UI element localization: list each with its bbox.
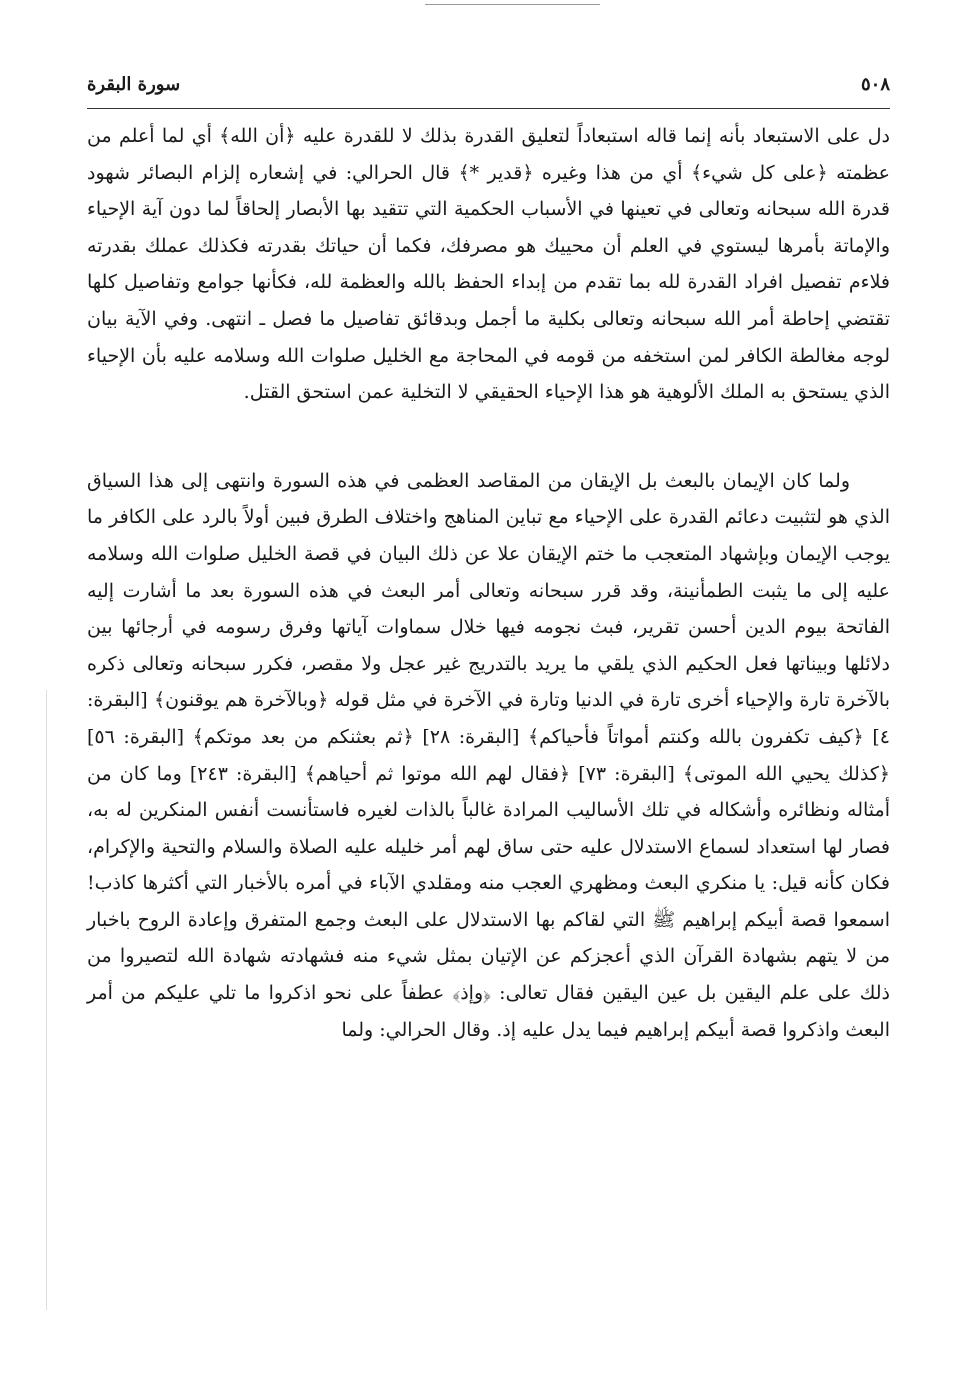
- running-title: سورة البقرة: [87, 74, 181, 95]
- paragraph-2: ولما كان الإيمان بالبعث بل الإيقان من المقاصد العظمى في هذه السورة وانتهى إلى هذا السياق الذي هو لتثبيت دعائم القدرة على الإحياء مع تباين المناهج واختلاف الطرق فبين أولاً بالرد على الكافر ما يوجب الإيمان وبإشهاد المتعجب ما ختم الإيقان علا عن ذلك البيان في قصة الخليل صلوات الله وسلامه عليه إلى ما يثبت الطمأنينة، وقد قرر سبحانه وتعالى أمر البعث في هذه السورة بعد ما أشارت إليه الفاتحة بيوم الدين أحسن تقرير، فبث نجومه فيها خلال سماوات آياتها وفرق رسومه في أرجائها بين دلائلها وبيناتها فعل الحكيم الذي يلقي ما يريد بالتدريج غير عجل ولا مقصر، فكرر سبحانه وتعالى ذكره بالآخرة تارة والإحياء أخرى تارة في الدنيا وتارة في الآخرة في مثل قوله ﴿وبالآخرة هم يوقنون﴾ [البقرة: ٤] ﴿كيف تكفرون بالله وكنتم أمواتاً فأحياكم﴾ [البقرة: ٢٨] ﴿ثم بعثنكم من بعد موتكم﴾ [البقرة: ٥٦] ﴿كذلك يحيي الله الموتى﴾ [البقرة: ٧٣] ﴿فقال لهم الله موتوا ثم أحياهم﴾ [البقرة: ٢٤٣] وما كان من أمثاله ونظائره وأشكاله في تلك الأساليب المرادة غالباً بالذات لغيره فاستأنست أنفس المنكرين له به، فصار لها استعداد لسماع الاستدلال عليه حتى ساق لهم أمر خليله عليه الصلاة والسلام والتحية والإكرام، فكان كأنه قيل: يا منكري البعث ومظهري العجب منه ومقلدي الآباء في أمره بالأخبار التي أكثرها كاذب! اسمعوا قصة أبيكم إبراهيم ﷺ التي لقاكم بها الاستدلال على البعث وجمع المتفرق وإعادة الروح باخبار من لا يتهم بشهادة القرآن الذي أعجزكم عن الإتيان بمثل شيء منه فشهادته شهادة الله لتصيروا من ذلك على علم اليقين بل عين اليقين فقال تعالى: ﴿وإذ﴾ عطفاً على نحو اذكروا ما تلي عليكم من أمر البعث واذكروا قصة أبيكم إبراهيم فيما يدل عليه إذ. وقال الحرالي: ولما: [87, 469, 890, 1041]
- page-header: [87, 74, 890, 104]
- top-edge-rule: [425, 4, 600, 5]
- paragraph-1: دل على الاستبعاد بأنه إنما قاله استبعاداً لتعليق القدرة بذلك لا للقدرة عليه ﴿أن الله﴾ أي لما أعلم من عظمته ﴿على كل شيء﴾ أي من هذا وغيره ﴿قدير *﴾ قال الحرالي: في إشعاره إلزام البصائر شهود قدرة الله سبحانه وتعالى في تعينها في الأسباب الحكمية التي تتقيد بها الأبصار إلحاقاً لما دون آية الإحياء والإماتة بأمرها ليستوي في العلم أن محييك هو مصرفك، فكما أن حياتك بقدرته فكذلك عملك بقدرته فلاءم تفصيل افراد القدرة لله بما تقدم من إبداء الحفظ بالله والعظمة لله، فكأنها جوامع وتفاصيل كلها تقتضي إحاطة أمر الله سبحانه وتعالى بكلية ما أجمل وبدقائق تفاصيل ما فصل ـ انتهى. وفي الآية بيان لوجه مغالطة الكافر لمن استخفه من قومه في المحاجة مع الخليل صلوات الله وسلامه عليه بأن الإحياء الذي يستحق به الملك الألوهية هو هذا الإحياء الحقيقي لا التخلية عمن استحق القتل.: [87, 125, 890, 404]
- scan-margin-line: [46, 690, 47, 1310]
- page-body: [87, 118, 890, 1048]
- page-number: ٥٠٨: [860, 74, 890, 95]
- header-divider: [87, 108, 890, 109]
